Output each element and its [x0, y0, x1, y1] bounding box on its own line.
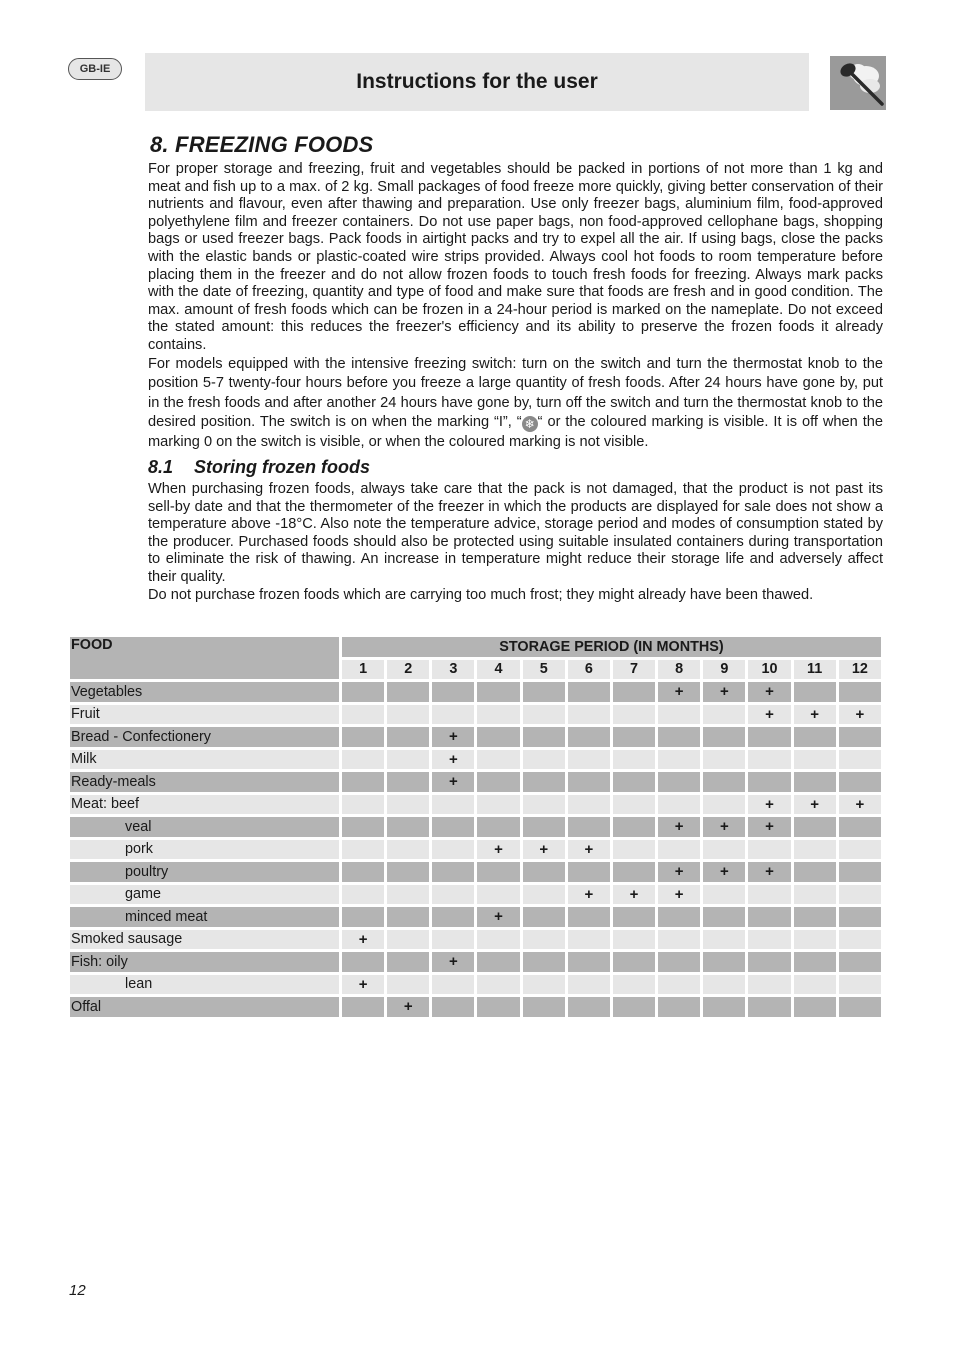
storage-cell — [839, 772, 881, 792]
storage-cell — [523, 952, 565, 972]
storage-cell: + — [613, 885, 655, 905]
main-content — [148, 132, 883, 604]
storage-cell — [748, 952, 790, 972]
table-row — [70, 907, 881, 927]
storage-cell — [613, 975, 655, 995]
storage-cell — [794, 840, 836, 860]
storage-cell — [523, 975, 565, 995]
storage-cell: + — [658, 885, 700, 905]
food-label: Fish: oily — [70, 952, 339, 972]
food-label: Bread - Confectionery — [70, 727, 339, 747]
storage-cell: + — [794, 705, 836, 725]
storage-cell — [432, 997, 474, 1017]
storage-cell — [748, 885, 790, 905]
storage-cell — [748, 930, 790, 950]
storage-cell — [658, 772, 700, 792]
storage-cell — [523, 997, 565, 1017]
storage-cell — [477, 952, 519, 972]
storage-cell — [748, 907, 790, 927]
food-label: poultry — [70, 862, 339, 882]
storage-cell — [523, 795, 565, 815]
storage-cell — [703, 772, 745, 792]
food-label: Fruit — [70, 705, 339, 725]
storage-cell: + — [658, 862, 700, 882]
month-header-cell: 4 — [477, 660, 519, 680]
food-label: Smoked sausage — [70, 930, 339, 950]
table-row — [70, 750, 881, 770]
storage-cell — [568, 817, 610, 837]
storage-cell: + — [658, 682, 700, 702]
storage-cell — [342, 772, 384, 792]
storage-cell — [658, 727, 700, 747]
storage-table — [67, 634, 884, 1020]
storage-table-body — [70, 682, 881, 1017]
storage-cell — [794, 975, 836, 995]
storage-cell — [658, 952, 700, 972]
storage-cell — [387, 705, 429, 725]
storage-cell — [477, 975, 519, 995]
snowflake-icon: ❄ — [522, 416, 538, 432]
storage-cell — [703, 952, 745, 972]
table-row — [70, 885, 881, 905]
storage-cell — [342, 952, 384, 972]
storage-cell — [794, 907, 836, 927]
table-row — [70, 975, 881, 995]
storage-cell — [342, 750, 384, 770]
storage-cell: + — [568, 840, 610, 860]
storage-cell — [342, 840, 384, 860]
storage-cell — [523, 682, 565, 702]
storage-cell — [839, 907, 881, 927]
storage-cell: + — [477, 907, 519, 927]
storage-cell — [523, 705, 565, 725]
storage-cell — [568, 727, 610, 747]
storage-cell — [703, 795, 745, 815]
storage-cell — [613, 952, 655, 972]
storage-cell: + — [748, 817, 790, 837]
food-column-header: FOOD — [70, 637, 339, 679]
storage-cell — [387, 862, 429, 882]
storage-cell — [568, 907, 610, 927]
storage-cell — [613, 862, 655, 882]
storage-cell — [477, 772, 519, 792]
storage-cell: + — [748, 682, 790, 702]
paragraph-frost-warning: Do not purchase frozen foods which are carrying too much frost; they might already have been thawed. — [148, 586, 814, 603]
storage-cell — [387, 840, 429, 860]
storage-cell — [839, 840, 881, 860]
subsection-label: Storing frozen foods — [194, 457, 370, 478]
storage-cell: + — [432, 772, 474, 792]
storage-cell — [432, 705, 474, 725]
storage-cell — [387, 952, 429, 972]
storage-cell — [794, 885, 836, 905]
storage-cell — [387, 817, 429, 837]
storage-cell — [523, 817, 565, 837]
month-header-cell: 5 — [523, 660, 565, 680]
storage-cell — [387, 727, 429, 747]
storage-cell — [613, 750, 655, 770]
table-row — [70, 952, 881, 972]
storage-cell — [658, 795, 700, 815]
storage-cell — [794, 930, 836, 950]
month-header-cell: 8 — [658, 660, 700, 680]
storage-cell — [794, 772, 836, 792]
storage-cell — [613, 840, 655, 860]
storage-cell — [477, 862, 519, 882]
storage-cell — [477, 682, 519, 702]
storage-cell — [839, 952, 881, 972]
food-label: game — [70, 885, 339, 905]
storage-cell — [748, 727, 790, 747]
storage-cell — [703, 885, 745, 905]
storage-cell — [613, 727, 655, 747]
storage-cell — [839, 885, 881, 905]
storage-cell — [839, 817, 881, 837]
storage-cell: + — [703, 862, 745, 882]
storage-cell — [342, 862, 384, 882]
section-title: 8. FREEZING FOODS — [150, 132, 374, 157]
month-header-cell: 7 — [613, 660, 655, 680]
storage-cell — [658, 930, 700, 950]
storage-cell — [613, 795, 655, 815]
storage-cell — [432, 975, 474, 995]
storage-cell — [477, 930, 519, 950]
month-header-cell: 9 — [703, 660, 745, 680]
storage-cell: + — [387, 997, 429, 1017]
subsection-number: 8.1 — [148, 457, 174, 478]
storage-cell — [432, 795, 474, 815]
storage-cell — [613, 682, 655, 702]
storage-cell — [839, 682, 881, 702]
table-row — [70, 817, 881, 837]
storage-cell — [794, 952, 836, 972]
month-header-cell: 11 — [794, 660, 836, 680]
table-row — [70, 862, 881, 882]
storage-cell — [658, 840, 700, 860]
storage-cell: + — [748, 862, 790, 882]
month-header-cell: 10 — [748, 660, 790, 680]
storage-cell: + — [703, 682, 745, 702]
storage-cell — [342, 817, 384, 837]
storage-cell: + — [748, 795, 790, 815]
storage-cell: + — [794, 795, 836, 815]
month-header-cell: 3 — [432, 660, 474, 680]
storage-cell: + — [342, 975, 384, 995]
storage-cell — [703, 840, 745, 860]
storage-cell: + — [432, 952, 474, 972]
storage-cell: + — [839, 795, 881, 815]
storage-cell — [342, 727, 384, 747]
storage-cell — [477, 885, 519, 905]
storage-cell — [748, 750, 790, 770]
storage-cell: + — [568, 885, 610, 905]
month-header-cell: 12 — [839, 660, 881, 680]
storage-cell — [387, 795, 429, 815]
table-row — [70, 705, 881, 725]
storage-cell — [703, 705, 745, 725]
storage-cell — [568, 705, 610, 725]
storage-cell — [477, 795, 519, 815]
storage-cell — [432, 907, 474, 927]
storage-cell — [477, 750, 519, 770]
month-header-cell: 2 — [387, 660, 429, 680]
table-row — [70, 795, 881, 815]
storage-cell — [748, 840, 790, 860]
storage-cell: + — [432, 750, 474, 770]
storage-cell — [613, 817, 655, 837]
storage-cell — [432, 682, 474, 702]
storage-cell — [748, 997, 790, 1017]
storage-cell — [703, 727, 745, 747]
storage-cell — [613, 705, 655, 725]
storage-cell — [658, 997, 700, 1017]
storage-cell — [568, 997, 610, 1017]
storage-cell — [748, 975, 790, 995]
storage-cell — [432, 930, 474, 950]
storage-cell — [523, 907, 565, 927]
storage-cell: + — [523, 840, 565, 860]
storage-cell — [568, 750, 610, 770]
paragraph-intensive-freezing-part2: “ or the coloured marking is visible. It is off when the marking 0 on the switch is visible, or when the coloured marking is not visible. — [148, 414, 883, 450]
storage-cell: + — [432, 727, 474, 747]
food-label: Offal — [70, 997, 339, 1017]
storage-cell — [794, 727, 836, 747]
storage-cell — [523, 772, 565, 792]
storage-cell — [794, 997, 836, 1017]
storage-cell — [387, 975, 429, 995]
storage-cell — [568, 952, 610, 972]
region-badge: GB-IE — [68, 58, 122, 80]
table-row — [70, 930, 881, 950]
storage-cell — [658, 750, 700, 770]
storage-cell — [658, 975, 700, 995]
storage-cell — [342, 907, 384, 927]
storage-cell: + — [748, 705, 790, 725]
month-header-cell: 1 — [342, 660, 384, 680]
storage-cell — [794, 862, 836, 882]
storage-cell — [342, 885, 384, 905]
food-label: Ready-meals — [70, 772, 339, 792]
storage-cell — [568, 772, 610, 792]
storage-cell — [387, 682, 429, 702]
storage-cell — [839, 727, 881, 747]
storage-cell: + — [703, 817, 745, 837]
chef-spoon-icon — [830, 56, 886, 110]
storage-cell — [703, 975, 745, 995]
page-number: 12 — [69, 1282, 86, 1299]
storage-cell — [432, 885, 474, 905]
storage-cell — [432, 817, 474, 837]
storage-cell — [794, 750, 836, 770]
storage-period-header: STORAGE PERIOD (IN MONTHS) — [342, 637, 881, 657]
food-label: veal — [70, 817, 339, 837]
storage-cell — [613, 930, 655, 950]
storage-cell — [477, 997, 519, 1017]
header-title: Instructions for the user — [356, 70, 598, 93]
storage-cell — [342, 997, 384, 1017]
storage-cell — [839, 750, 881, 770]
storage-cell — [839, 862, 881, 882]
paragraph-packing: For proper storage and freezing, fruit and vegetables should be packed in portions of not more than 1 kg and meat and fish up to a max. of 2 kg. Small packages of food freeze more quickly, giving better conservation of their nutrients and flavour, even after thawing and preparation. Use only freezer bags, aluminium film, food-approved polyethylene film and freezer containers. Do not use paper bags, non food-approved cellophane bags, shopping bags or used freezer bags. Pack foods in airtight packs and try to expel all the air. If using bags, close the packs with the elastic bands or plastic-coated wire strips provided. Always cool hot foods to room temperature before placing them in the freezer and do not allow frozen foods to touch fresh foods for freezing. Always mark packs with the date of freezing, quantity and type of food and make sure that foods are fresh and in good condition. The max. amount of fresh foods which can be frozen in a 24-hour period is marked on the nameplate. Do not exceed the stated amount: this reduces the freezer's efficiency and its ability to preserve the frozen foods it already contains. — [148, 161, 883, 353]
storage-cell — [342, 795, 384, 815]
storage-cell — [839, 997, 881, 1017]
storage-cell — [703, 997, 745, 1017]
storage-cell — [523, 885, 565, 905]
table-row — [70, 727, 881, 747]
storage-cell: + — [342, 930, 384, 950]
table-row — [70, 840, 881, 860]
storage-cell — [523, 727, 565, 747]
storage-cell — [432, 840, 474, 860]
storage-cell — [523, 750, 565, 770]
paragraph-intensive-freezing-part1: For models equipped with the intensive freezing switch: turn on the switch and turn the thermostat knob to the position 5-7 twenty-four hours before you freeze a large quantity of fresh foods. After 24 hours have gone by, put in the fresh foods and after another 24 hours have gone by, turn off the switch and turn the thermostat knob to the desired position. The switch is on when the marking “I”, “ — [148, 355, 883, 431]
storage-cell — [794, 682, 836, 702]
storage-cell — [477, 705, 519, 725]
subsection-title — [148, 457, 883, 478]
storage-cell — [477, 727, 519, 747]
storage-cell — [387, 750, 429, 770]
storage-cell — [568, 930, 610, 950]
storage-cell — [703, 907, 745, 927]
storage-cell — [839, 975, 881, 995]
storage-cell — [432, 862, 474, 882]
storage-cell — [613, 772, 655, 792]
food-label: minced meat — [70, 907, 339, 927]
food-label: Milk — [70, 750, 339, 770]
storage-cell — [342, 705, 384, 725]
storage-cell — [748, 772, 790, 792]
storage-cell — [387, 930, 429, 950]
food-label: Vegetables — [70, 682, 339, 702]
paragraph-purchasing: When purchasing frozen foods, always take care that the pack is not damaged, that the product is not past its sell-by date and that the thermometer of the freezer in which the products are displayed for sale does not show a temperature above -18°C. Also note the temperature advice, storage period and modes of consumption stated by the producer. Purchased foods should also be protected using suitable insulated containers during transportation to eliminate the risk of thawing. An increase in temperature might reduce their storage life and adversely affect their quality. — [148, 481, 883, 585]
paragraph-intensive-freezing — [148, 355, 883, 453]
storage-cell — [523, 862, 565, 882]
storage-cell — [568, 795, 610, 815]
storage-cell — [342, 682, 384, 702]
table-row — [70, 682, 881, 702]
month-header-cell: 6 — [568, 660, 610, 680]
storage-cell — [613, 997, 655, 1017]
storage-cell — [658, 705, 700, 725]
storage-cell — [568, 862, 610, 882]
storage-cell — [568, 682, 610, 702]
storage-cell — [477, 817, 519, 837]
storage-cell — [568, 975, 610, 995]
storage-cell — [387, 885, 429, 905]
storage-cell — [839, 930, 881, 950]
storage-cell — [703, 750, 745, 770]
table-row — [70, 772, 881, 792]
storage-cell — [387, 772, 429, 792]
storage-cell — [794, 817, 836, 837]
storage-cell — [613, 907, 655, 927]
storage-cell — [658, 907, 700, 927]
food-label: Meat: beef — [70, 795, 339, 815]
storage-cell — [523, 930, 565, 950]
storage-cell — [387, 907, 429, 927]
storage-cell: + — [658, 817, 700, 837]
header-bar — [145, 53, 809, 111]
food-label: lean — [70, 975, 339, 995]
storage-cell — [703, 930, 745, 950]
storage-cell: + — [477, 840, 519, 860]
food-label: pork — [70, 840, 339, 860]
table-row — [70, 997, 881, 1017]
storage-cell: + — [839, 705, 881, 725]
